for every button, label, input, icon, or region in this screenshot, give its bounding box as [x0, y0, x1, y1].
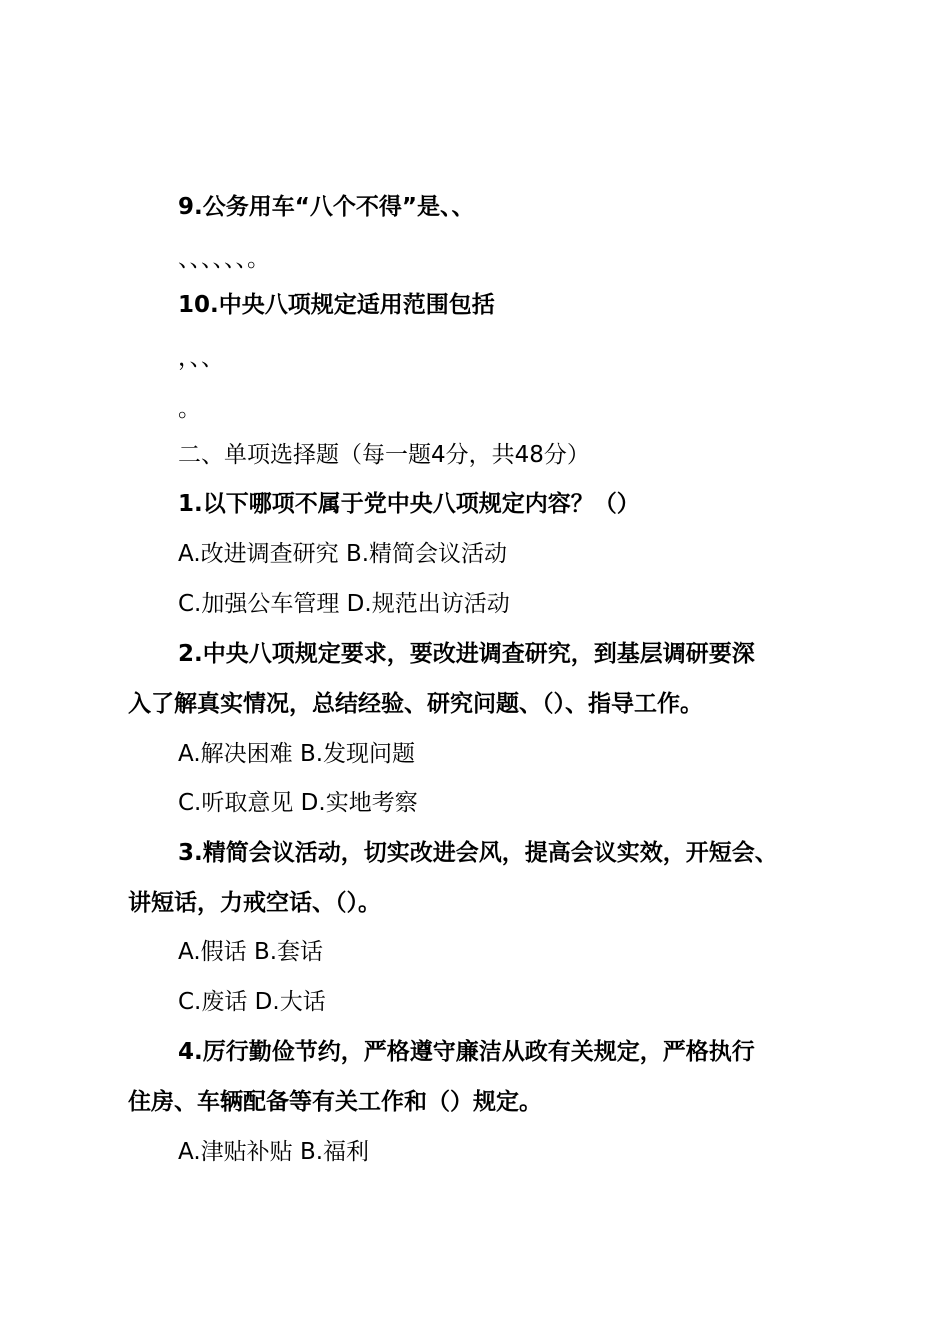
- q1-stem: 1.以下哪项不属于党中央八项规定内容？（）: [178, 491, 640, 517]
- q2-options-cd: C.听取意见 D.实地考察: [178, 790, 418, 816]
- q4-options-ab: A.津贴补贴 B.福利: [178, 1139, 370, 1165]
- q4-stem-line-1: 4.厉行勤俭节约，严格遵守廉洁从政有关规定，严格执行: [178, 1039, 755, 1065]
- q3-options-ab: A.假话 B.套话: [178, 939, 324, 965]
- q2-stem-line-1: 2.中央八项规定要求，要改进调查研究，到基层调研要深: [178, 641, 755, 667]
- q2-stem-line-2: 入了解真实情况，总结经验、研究问题、（）、指导工作。: [128, 691, 703, 717]
- q9-line-1: 9.公务用车“八个不得”是、、: [178, 194, 475, 220]
- q1-options-ab: A.改进调查研究 B.精简会议活动: [178, 541, 508, 567]
- q10-line-3: 。: [178, 396, 201, 422]
- q10-line-2: ，、、: [178, 345, 224, 371]
- section-2-title: 二、单项选择题（每一题4分，共48分）: [178, 442, 590, 468]
- q4-stem-line-2: 住房、车辆配备等有关工作和（）规定。: [128, 1089, 542, 1115]
- q3-options-cd: C.废话 D.大话: [178, 989, 326, 1015]
- q2-options-ab: A.解决困难 B.发现问题: [178, 741, 416, 767]
- q3-stem-line-2: 讲短话，力戒空话、（）。: [128, 890, 381, 916]
- q1-options-cd: C.加强公车管理 D.规范出访活动: [178, 591, 510, 617]
- q3-stem-line-1: 3.精简会议活动，切实改进会风，提高会议实效，开短会、: [178, 840, 778, 866]
- q9-line-2: 、、、、、、。: [178, 246, 270, 272]
- q10-line-1: 10.中央八项规定适用范围包括: [178, 292, 495, 318]
